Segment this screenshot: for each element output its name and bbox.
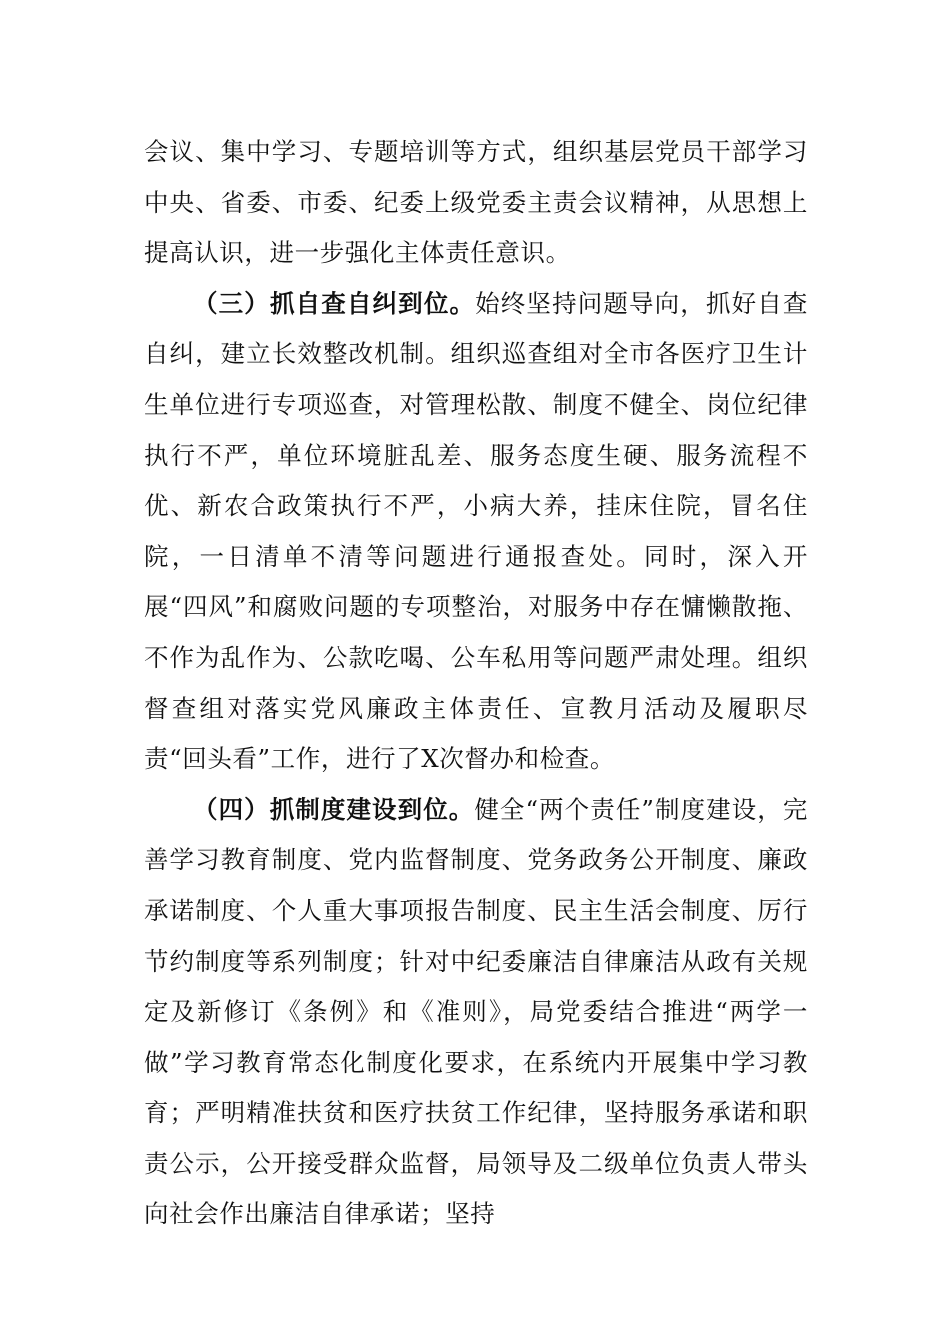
paragraph-text: 健全“两个责任”制度建设，完善学习教育制度、党内监督制度、党务政务公开制度、廉政承诺制度、个人重大事项报告制度、民主生活会制度、厉行节约制度等系列制度；针对中纪委廉洁自律廉洁从政有关规定及新修订《条例》和《准则》，局党委结合推进“两学一做”学习教育常态化制度化要求，在系统内开展集中学习教育；严明精准扶贫和医疗扶贫工作纪律，坚持服务承诺和职责公示，公开接受群众监督，局领导及二级单位负责人带头向社会作出廉洁自律承诺；坚持 [144,794,808,1229]
paragraph-section-4 [144,785,808,1240]
section-heading: （三）抓自查自纠到位。 [193,288,476,318]
paragraph-text: 会议、集中学习、专题培训等方式，组织基层党员干部学习中央、省委、市委、纪委上级党委主责会议精神，从思想上提高认识，进一步强化主体责任意识。 [144,137,808,268]
section-heading: （四）抓制度建设到位。 [193,794,475,824]
paragraph-intro [144,127,808,279]
document-body [144,127,808,1240]
paragraph-section-3 [144,279,808,785]
paragraph-text: 始终坚持问题导向，抓好自查自纠，建立长效整改机制。组织巡查组对全市各医疗卫生计生单位进行专项巡查，对管理松散、制度不健全、岗位纪律执行不严，单位环境脏乱差、服务态度生硬、服务流程不优、新农合政策执行不严，小病大养，挂床住院，冒名住院，一日清单不清等问题进行通报查处。同时，深入开展“四风”和腐败问题的专项整治，对服务中存在慵懒散拖、不作为乱作为、公款吃喝、公车私用等问题严肃处理。组织督查组对落实党风廉政主体责任、宣教月活动及履职尽责“回头看”工作，进行了X次督办和检查。 [144,288,808,774]
